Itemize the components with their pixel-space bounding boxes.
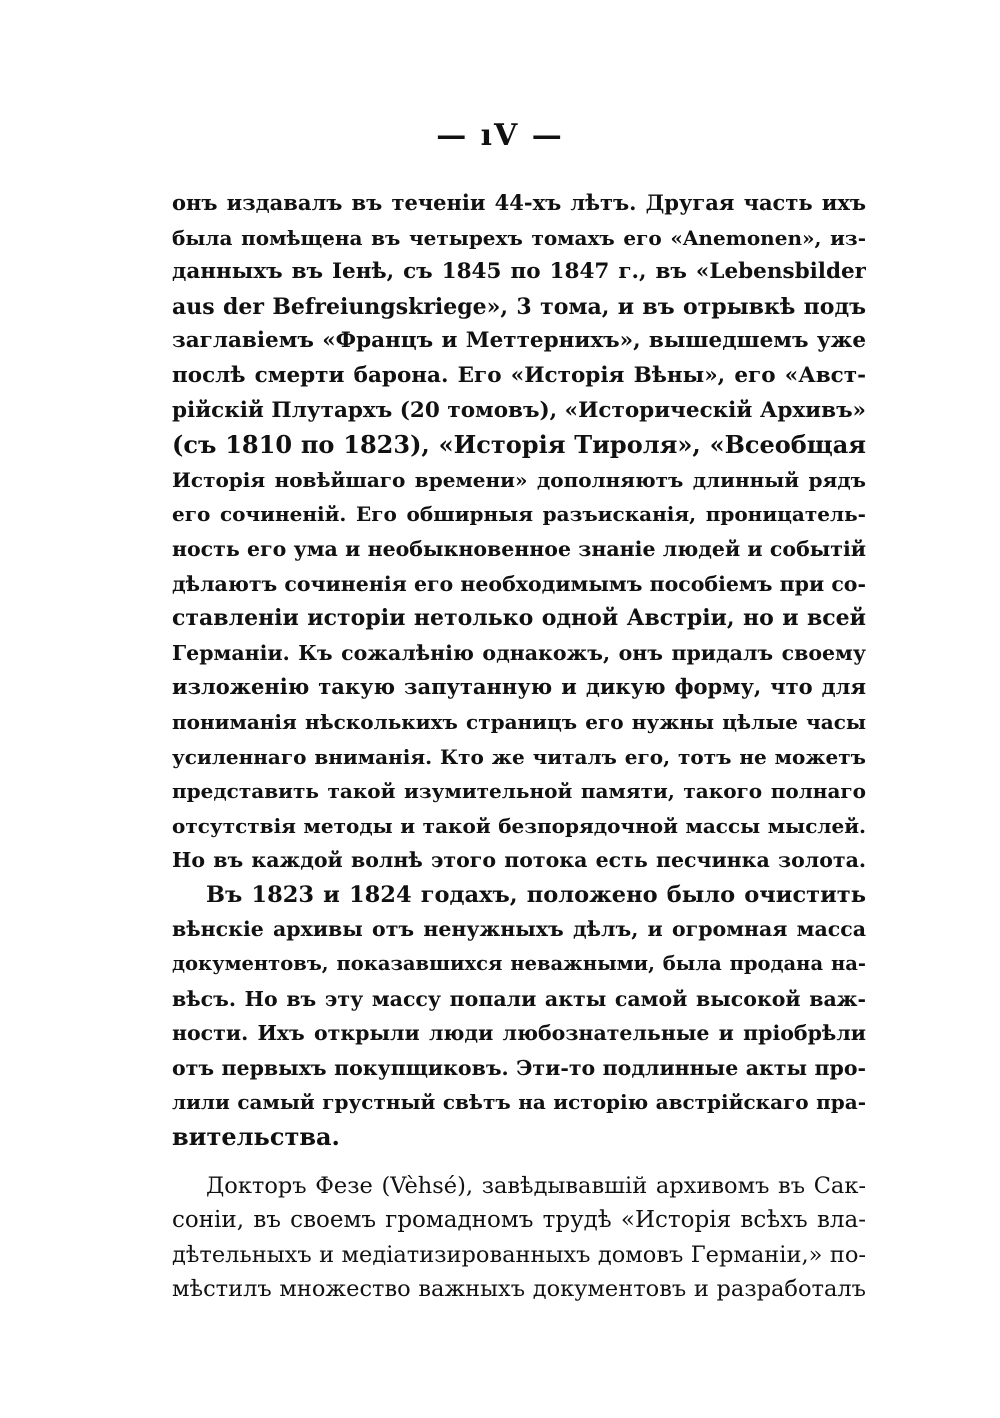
text-line: заглавіемъ «Францъ и Меттернихъ», вышедшемъ уже xyxy=(172,328,866,354)
text-line: была помѣщена въ четырехъ томахъ его «Anemonen», из- xyxy=(172,225,866,250)
text-line: Но въ каждой волнѣ этого потока есть песчинка золота. xyxy=(172,848,866,873)
text-line: отъ первыхъ покупщиковъ. Эти-то подлинные акты про- xyxy=(172,1055,866,1080)
text-line: его сочиненій. Его обширныя разъисканія, проницатель- xyxy=(172,502,866,527)
text-line: вѣсъ. Но въ эту массу попали акты самой высокой важ- xyxy=(172,986,866,1011)
paragraph-gap xyxy=(172,1155,866,1169)
text-line: данныхъ въ Іенѣ, съ 1845 по 1847 г., въ «Lebensbilder xyxy=(172,259,866,285)
text-line: мѣстилъ множество важныхъ документовъ и разработалъ xyxy=(172,1276,866,1303)
text-line: лили самый грустный свѣтъ на исторію австрійскаго пра- xyxy=(172,1090,866,1115)
text-line: ности. Ихъ открыли люди любознательные и пріобрѣли xyxy=(172,1021,866,1046)
text-line: рійскій Плутархъ (20 томовъ), «Историческій Архивъ» xyxy=(172,397,866,423)
paragraph-3 xyxy=(172,1169,866,1307)
paragraph-1 xyxy=(172,186,866,878)
paragraph-2 xyxy=(172,878,866,1155)
text-line: Въ 1823 и 1824 годахъ, положено было очистить xyxy=(206,881,866,908)
text-line: Докторъ Фезе (Vèhsé), завѣдывавшій архивомъ въ Сак- xyxy=(206,1172,866,1199)
text-line: ставленіи исторіи нетолько одной Австріи, но и всей xyxy=(172,605,866,632)
text-line: aus der Befreiungskriege», 3 тома, и въ отрывкѣ подъ xyxy=(172,293,866,320)
text-line: дѣлаютъ сочиненія его необходимымъ пособіемъ при со- xyxy=(172,571,866,596)
text-line: (съ 1810 по 1823), «Исторія Тироля», «Всеобщая xyxy=(172,430,866,460)
text-line: Германіи. Къ сожалѣнію однакожъ, онъ придалъ своему xyxy=(172,640,866,665)
text-line: соніи, въ своемъ громадномъ трудѣ «Исторія всѣхъ вла- xyxy=(172,1207,866,1234)
text-line: пониманія нѣсколькихъ страницъ его нужны цѣлые часы xyxy=(172,709,866,734)
page-number: — ıV — xyxy=(436,118,564,153)
text-line: вѣнскіе архивы отъ ненужныхъ дѣлъ, и огромная масса xyxy=(172,917,866,942)
text-line: изложенію такую запутанную и дикую форму, что для xyxy=(172,674,866,700)
text-line: документовъ, показавшихся неважными, была продана на- xyxy=(172,952,866,976)
text-line: вительства. xyxy=(172,1122,340,1152)
text-line: ность его ума и необыкновенное знаніе людей и событій xyxy=(172,536,866,561)
text-line: отсутствія методы и такой безпорядочной массы мыслей. xyxy=(172,813,866,838)
body-text xyxy=(172,186,866,1307)
text-line: Исторія новѣйшаго времени» дополняютъ длинный рядъ xyxy=(172,467,866,492)
text-line: онъ издавалъ въ теченіи 44-хъ лѣтъ. Другая часть ихъ xyxy=(172,190,866,215)
text-line: представить такой изумительной памяти, такого полнаго xyxy=(172,779,866,804)
text-line: дѣтельныхъ и медіатизированныхъ домовъ Германіи,» по- xyxy=(172,1241,866,1268)
text-line: усиленнаго вниманія. Кто же читалъ его, тотъ не можетъ xyxy=(172,744,866,769)
text-line: послѣ смерти барона. Его «Исторія Вѣны», его «Авст- xyxy=(172,362,866,388)
